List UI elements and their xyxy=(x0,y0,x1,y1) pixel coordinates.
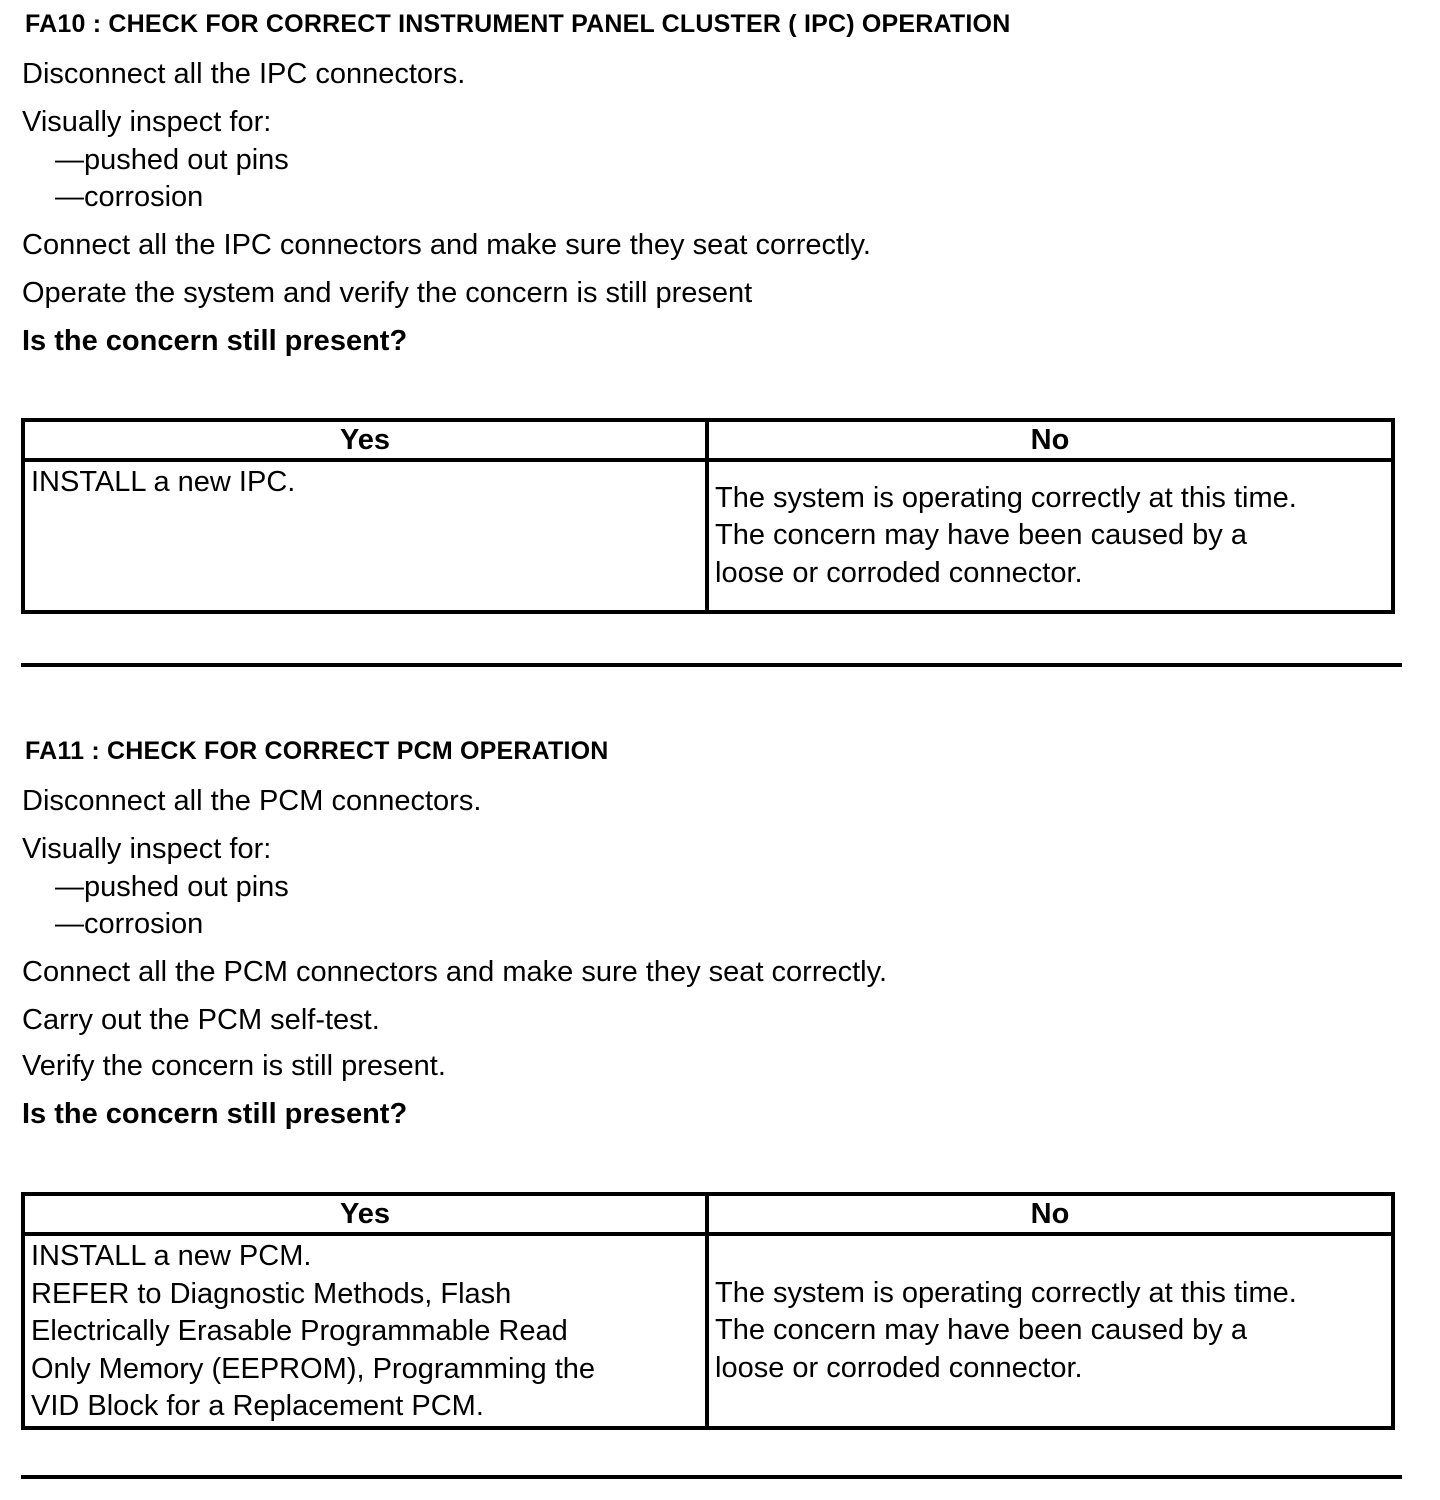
fa10-no-text-line: The concern may have been caused by a xyxy=(715,519,1247,552)
fa11-yes-text-line: Only Memory (EEPROM), Programming the xyxy=(31,1352,596,1385)
fa10-question: Is the concern still present? xyxy=(22,325,408,357)
fa11-yes-text-line: REFER to Diagnostic Methods, Flash xyxy=(31,1277,512,1310)
fa11-yes-cell xyxy=(23,1234,707,1428)
fa10-step-operate: Operate the system and verify the concern is still present xyxy=(22,277,753,309)
fa11-no-header: No xyxy=(707,1194,1393,1234)
fa11-yes-header: Yes xyxy=(23,1194,707,1234)
fa10-decision-table xyxy=(21,418,1395,614)
fa10-yes-cell xyxy=(23,460,707,612)
fa11-question: Is the concern still present? xyxy=(22,1098,408,1130)
fa10-yes-header: Yes xyxy=(23,420,707,460)
fa10-inspect-item-pins: —pushed out pins xyxy=(55,144,289,176)
fa11-no-text-line: The system is operating correctly at this time. xyxy=(715,1276,1297,1309)
fa11-inspect-item-corrosion: —corrosion xyxy=(55,908,204,940)
fa11-no-cell xyxy=(707,1234,1393,1428)
fa11-decision-table xyxy=(21,1192,1395,1430)
fa11-no-text-line: The concern may have been caused by a xyxy=(715,1314,1247,1346)
fa10-no-cell xyxy=(707,460,1393,612)
fa10-step-disconnect: Disconnect all the IPC connectors. xyxy=(22,58,466,90)
fa11-heading: FA11 : CHECK FOR CORRECT PCM OPERATION xyxy=(25,737,609,765)
fa10-inspect-item-corrosion: —corrosion xyxy=(55,181,204,213)
fa11-step-disconnect: Disconnect all the PCM connectors. xyxy=(22,785,482,817)
fa10-heading: FA10 : CHECK FOR CORRECT INSTRUMENT PANEL CLUSTER ( IPC) OPERATION xyxy=(25,10,1011,38)
section-divider xyxy=(21,1475,1402,1479)
fa10-step-connect: Connect all the IPC connectors and make sure they seat correctly. xyxy=(22,229,871,261)
fa11-yes-text-line: VID Block for a Replacement PCM. xyxy=(31,1390,484,1422)
section-divider xyxy=(21,663,1402,667)
fa10-step-inspect: Visually inspect for: xyxy=(22,106,272,138)
fa11-yes-text-line: INSTALL a new PCM. xyxy=(31,1240,312,1272)
fa10-no-text-line: loose or corroded connector. xyxy=(715,556,1083,589)
fa10-no-header: No xyxy=(707,420,1393,460)
fa11-step-inspect: Visually inspect for: xyxy=(22,833,272,865)
fa10-yes-action: INSTALL a new IPC. xyxy=(31,466,296,498)
fa11-inspect-item-pins: —pushed out pins xyxy=(55,871,289,903)
fa11-step-verify: Verify the concern is still present. xyxy=(22,1050,446,1082)
fa10-no-text-line: The system is operating correctly at this time. xyxy=(715,481,1297,514)
fa11-step-connect: Connect all the PCM connectors and make sure they seat correctly. xyxy=(22,956,888,988)
fa11-no-text-line: loose or corroded connector. xyxy=(715,1351,1083,1384)
fa11-step-self-test: Carry out the PCM self-test. xyxy=(22,1004,380,1036)
fa11-yes-text-line: Electrically Erasable Programmable Read xyxy=(31,1315,568,1347)
